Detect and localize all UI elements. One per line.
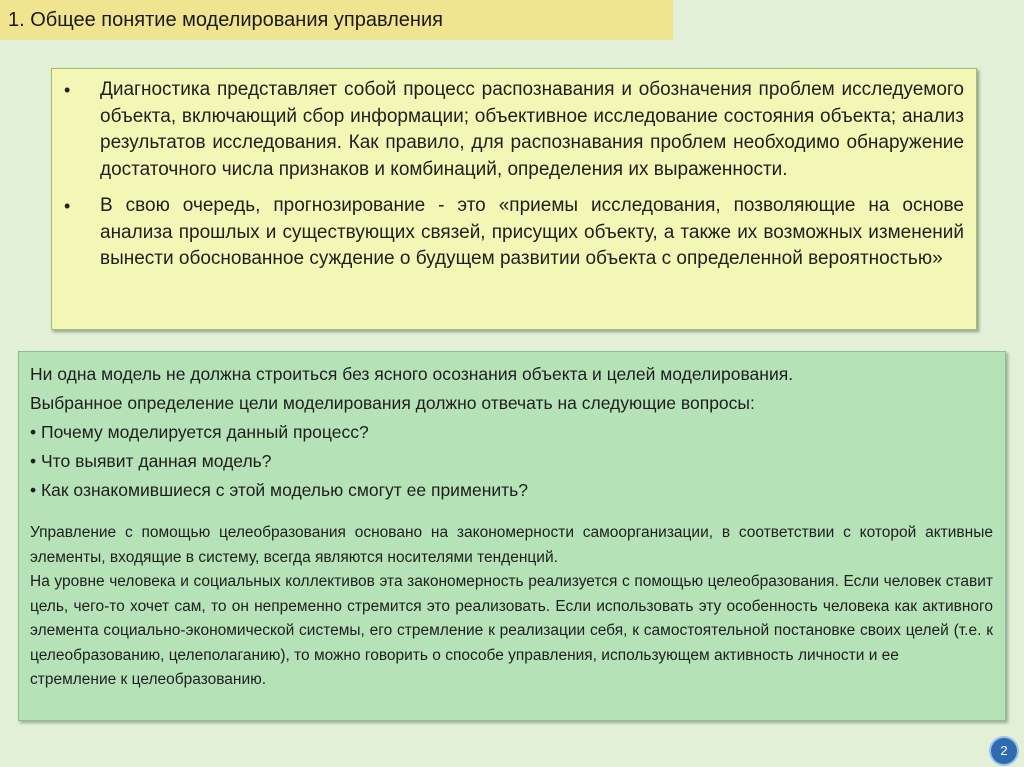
closing-line: стремление к целеобразованию.: [30, 671, 267, 688]
definitions-box: [51, 68, 977, 330]
questions-heading: Выбранное определение цели моделирования должно отвечать на следующие вопросы:: [30, 393, 755, 413]
page-number-badge: 2: [991, 738, 1017, 764]
intro-line: Ни одна модель не должна строиться без ясного осознания объекта и целей моделирования.: [30, 364, 794, 384]
question-item: • Как ознакомившиеся с этой моделью смогут ее применить?: [30, 480, 529, 500]
forecasting-text: В свою очередь, прогнозирование - это «приемы исследования, позволяющие на основе анализа прошлых и существующих связей, присущих объекту, а также их возможных изменений вынести обоснованное суждение о будущем развитии объекта с определенной вероятностью»: [100, 195, 964, 269]
spacer: [30, 505, 993, 521]
bullet-item-forecasting: [64, 193, 964, 273]
bullet-item-diagnostics: [64, 77, 964, 183]
question-item: • Что выявит данная модель?: [30, 451, 272, 471]
diagnostics-text: Диагностика представляет собой процесс распознавания и обозначения проблем исследуемого объекта, включающий сбор информации; объективное исследование состояния объекта; анализ результатов исследования. Как правило, для распознавания проблем необходимо обнаружение достаточного числа признаков и комбинаций, определения их выраженности.: [100, 79, 964, 180]
human-level-paragraph: На уровне человека и социальных коллективов эта закономерность реализуется с помощью целеобразования. Если человек ставит цель, чего-то хочет сам, то он непременно стремится это реализовать. Если использовать эту особенность человека как активного элемента социально-экономической системы, его стремление к реализации себя, к самостоятельной постановке своих целей (т.е. к целеобразованию, целеполаганию), то можно говорить о способе управления, использующем активность личности и ее: [30, 573, 993, 664]
slide-title: 1. Общее понятие моделирования управления: [0, 0, 673, 40]
bullet-icon: •: [64, 80, 71, 100]
goal-formation-paragraph: Управление с помощью целеобразования основано на закономерности самоорганизации, в соответствии с которой активные элементы, входящие в систему, всегда являются носителями тенденций.: [30, 524, 993, 566]
bullet-icon: •: [64, 196, 71, 216]
modeling-goals-box: [18, 351, 1006, 721]
question-item: • Почему моделируется данный процесс?: [30, 422, 369, 442]
